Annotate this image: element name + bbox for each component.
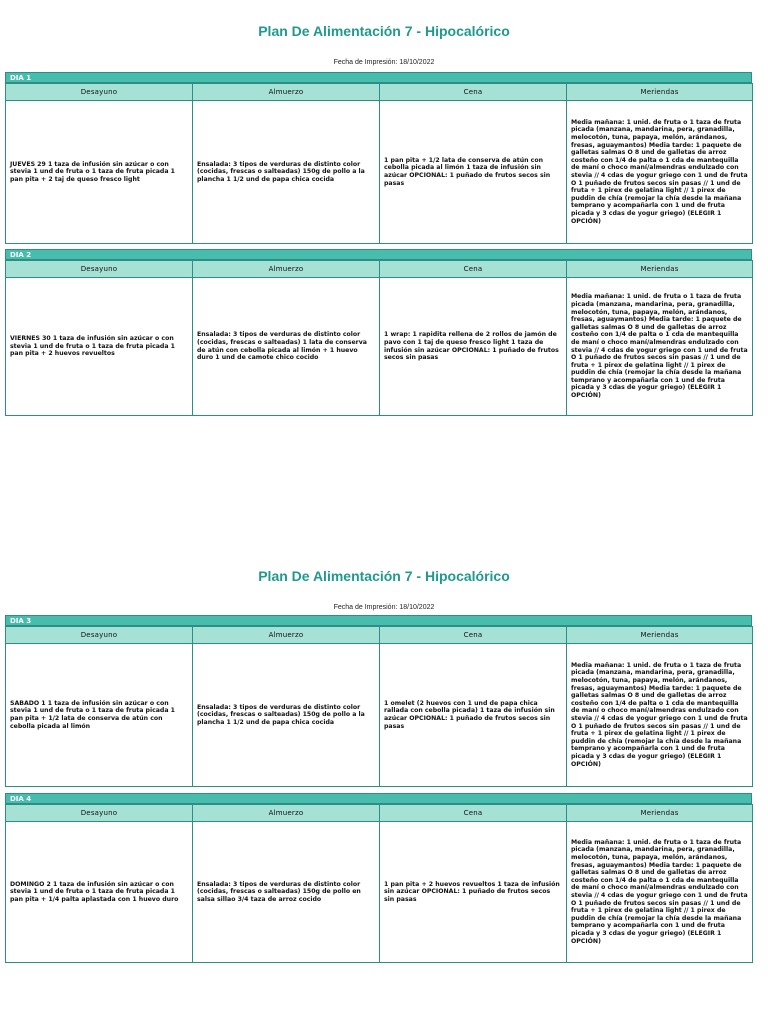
column-header-desayuno: Desayuno <box>6 84 193 101</box>
cell-meriendas: Media mañana: 1 unid. de fruta o 1 taza de fruta picada (manzana, mandarina, pera, granadilla, melocotón, tuna, papaya, melón, arándanos, fresas, aguaymantos) Media tarde: 1 paquete de galletas salmas O 8 und de galletas de arroz costeño con 1/4 de palta o 1 cda de mantequilla de maní o choco maní/almendras endulzado con stevia // 4 cdas de yogur griego con 1 und de fruta O 1 puñado de frutos secos sin pasas // 1 und de fruta + 1 pirex de gelatina light // 1 pirex de puddin de chía (remojar la chía desde la mañana temprano y acompañarla con 1 und de fruta picada y 3 cdas de yogur griego) (ELEGIR 1 OPCIÓN) <box>567 101 753 244</box>
header-row <box>6 627 753 644</box>
day-block-2 <box>5 249 752 416</box>
cell-desayuno: JUEVES 29 1 taza de infusión sin azúcar o con stevia 1 und de fruta o 1 taza de fruta picada 1 pan pita + 2 taj de queso fresco light <box>6 101 193 244</box>
column-header-meriendas: Meriendas <box>567 627 753 644</box>
day-block-4 <box>5 793 752 963</box>
column-header-desayuno: Desayuno <box>6 261 193 278</box>
column-header-almuerzo: Almuerzo <box>193 627 380 644</box>
print-date: Fecha de Impresión: 18/10/2022 <box>333 59 435 66</box>
table-row <box>6 278 753 416</box>
day-block-3 <box>5 615 752 787</box>
meal-table <box>5 804 753 963</box>
column-header-almuerzo: Almuerzo <box>193 84 380 101</box>
day-label: DIA 3 <box>5 615 752 626</box>
day-label: DIA 4 <box>5 793 752 804</box>
column-header-cena: Cena <box>380 627 567 644</box>
cell-meriendas: Media mañana: 1 unid. de fruta o 1 taza de fruta picada (manzana, mandarina, pera, granadilla, melocotón, tuna, papaya, melón, arándanos, fresas, aguaymantos) Media tarde: 1 paquete de galletas salmas O 8 und de galletas de arroz costeño con 1/4 de palta o 1 cda de mantequilla de maní o choco maní/almendras endulzado con stevia // 4 cdas de yogur griego con 1 und de fruta O 1 puñado de frutos secos sin pasas // 1 und de fruta + 1 pirex de gelatina light // 1 pirex de puddin de chía (remojar la chía desde la mañana temprano y acompañarla con 1 und de fruta picada y 3 cdas de yogur griego) (ELEGIR 1 OPCIÓN) <box>567 822 753 963</box>
header-row <box>6 261 753 278</box>
cell-meriendas: Media mañana: 1 unid. de fruta o 1 taza de fruta picada (manzana, mandarina, pera, granadilla, melocotón, tuna, papaya, melón, arándanos, fresas, aguaymantos) Media tarde: 1 paquete de galletas salmas O 8 und de galletas de arroz costeño con 1/4 de palta o 1 cda de mantequilla de maní o choco maní/almendras endulzado con stevia // 4 cdas de yogur griego con 1 und de fruta O 1 puñado de frutos secos sin pasas // 1 und de fruta + 1 pirex de gelatina light // 1 pirex de puddin de chía (remojar la chía desde la mañana temprano y acompañarla con 1 und de fruta picada y 3 cdas de yogur griego) (ELEGIR 1 OPCIÓN) <box>567 644 753 787</box>
column-header-desayuno: Desayuno <box>6 805 193 822</box>
table-row <box>6 644 753 787</box>
column-header-meriendas: Meriendas <box>567 261 753 278</box>
day-block-1 <box>5 72 752 244</box>
column-header-cena: Cena <box>380 805 567 822</box>
cell-almuerzo: Ensalada: 3 tipos de verduras de distinto color (cocidas, frescas o salteadas) 150g de pollo en salsa sillao 3/4 taza de arroz cocido <box>193 822 380 963</box>
meal-table <box>5 83 753 244</box>
meal-table <box>5 626 753 787</box>
cell-almuerzo: Ensalada: 3 tipos de verduras de distinto color (cocidas, frescas o salteadas) 150g de pollo a la plancha 1 1/2 und de papa chica cocida <box>193 101 380 244</box>
meal-table <box>5 260 753 416</box>
cell-desayuno: DOMINGO 2 1 taza de infusión sin azúcar o con stevia 1 und de fruta o 1 taza de fruta picada 1 pan pita + 1/4 palta aplastada con 1 huevo duro <box>6 822 193 963</box>
cell-cena: 1 wrap: 1 rapidita rellena de 2 rollos de jamón de pavo con 1 taj de queso fresco light 1 taza de infusión sin azúcar OPCIONAL: 1 puñado de frutos secos sin pasas <box>380 278 567 416</box>
header-row <box>6 84 753 101</box>
column-header-almuerzo: Almuerzo <box>193 805 380 822</box>
column-header-meriendas: Meriendas <box>567 805 753 822</box>
table-row <box>6 822 753 963</box>
print-date: Fecha de Impresión: 18/10/2022 <box>333 604 435 611</box>
table-row <box>6 101 753 244</box>
cell-almuerzo: Ensalada: 3 tipos de verduras de distinto color (cocidas, frescas o salteadas) 150g de pollo a la plancha 1 1/2 und de papa chica cocida <box>193 644 380 787</box>
cell-cena: 1 omelet (2 huevos con 1 und de papa chica rallada con cebolla picada) 1 taza de infusión sin azúcar OPCIONAL: 1 puñado de frutos secos sin pasas <box>380 644 567 787</box>
header-row <box>6 805 753 822</box>
column-header-meriendas: Meriendas <box>567 84 753 101</box>
day-label: DIA 2 <box>5 249 752 260</box>
column-header-almuerzo: Almuerzo <box>193 261 380 278</box>
cell-desayuno: VIERNES 30 1 taza de infusión sin azúcar o con stevia 1 und de fruta o 1 taza de fruta picada 1 pan pita + 2 huevos revueltos <box>6 278 193 416</box>
column-header-cena: Cena <box>380 261 567 278</box>
cell-desayuno: SABADO 1 1 taza de infusión sin azúcar o con stevia 1 und de fruta o 1 taza de fruta picada 1 pan pita + 1/2 lata de conserva de atún con cebolla picada al limón <box>6 644 193 787</box>
column-header-desayuno: Desayuno <box>6 627 193 644</box>
page-title: Plan De Alimentación 7 - Hipocalórico <box>258 23 510 39</box>
cell-meriendas: Media mañana: 1 unid. de fruta o 1 taza de fruta picada (manzana, mandarina, pera, granadilla, melocotón, tuna, papaya, melón, arándanos, fresas, aguaymantos) Media tarde: 1 paquete de galletas salmas O 8 und de galletas de arroz costeño con 1/4 de palta o 1 cda de mantequilla de maní o choco maní/almendras endulzado con stevia // 4 cdas de yogur griego con 1 und de fruta O 1 puñado de frutos secos sin pasas // 1 und de fruta + 1 pirex de gelatina light // 1 pirex de puddin de chía (remojar la chía desde la mañana temprano y acompañarla con 1 und de fruta picada y 3 cdas de yogur griego) (ELEGIR 1 OPCIÓN) <box>567 278 753 416</box>
day-label: DIA 1 <box>5 72 752 83</box>
column-header-cena: Cena <box>380 84 567 101</box>
cell-cena: 1 pan pita + 2 huevos revueltos 1 taza de infusión sin azúcar OPCIONAL: 1 puñado de frutos secos sin pasas <box>380 822 567 963</box>
page-title: Plan De Alimentación 7 - Hipocalórico <box>258 568 510 584</box>
cell-cena: 1 pan pita + 1/2 lata de conserva de atún con cebolla picada al limón 1 taza de infusión sin azúcar OPCIONAL: 1 puñado de frutos secos sin pasas <box>380 101 567 244</box>
cell-almuerzo: Ensalada: 3 tipos de verduras de distinto color (cocidas, frescas o salteadas) 1 lata de conserva de atún con cebolla picada al limón + 1 huevo duro 1 und de camote chico cocido <box>193 278 380 416</box>
